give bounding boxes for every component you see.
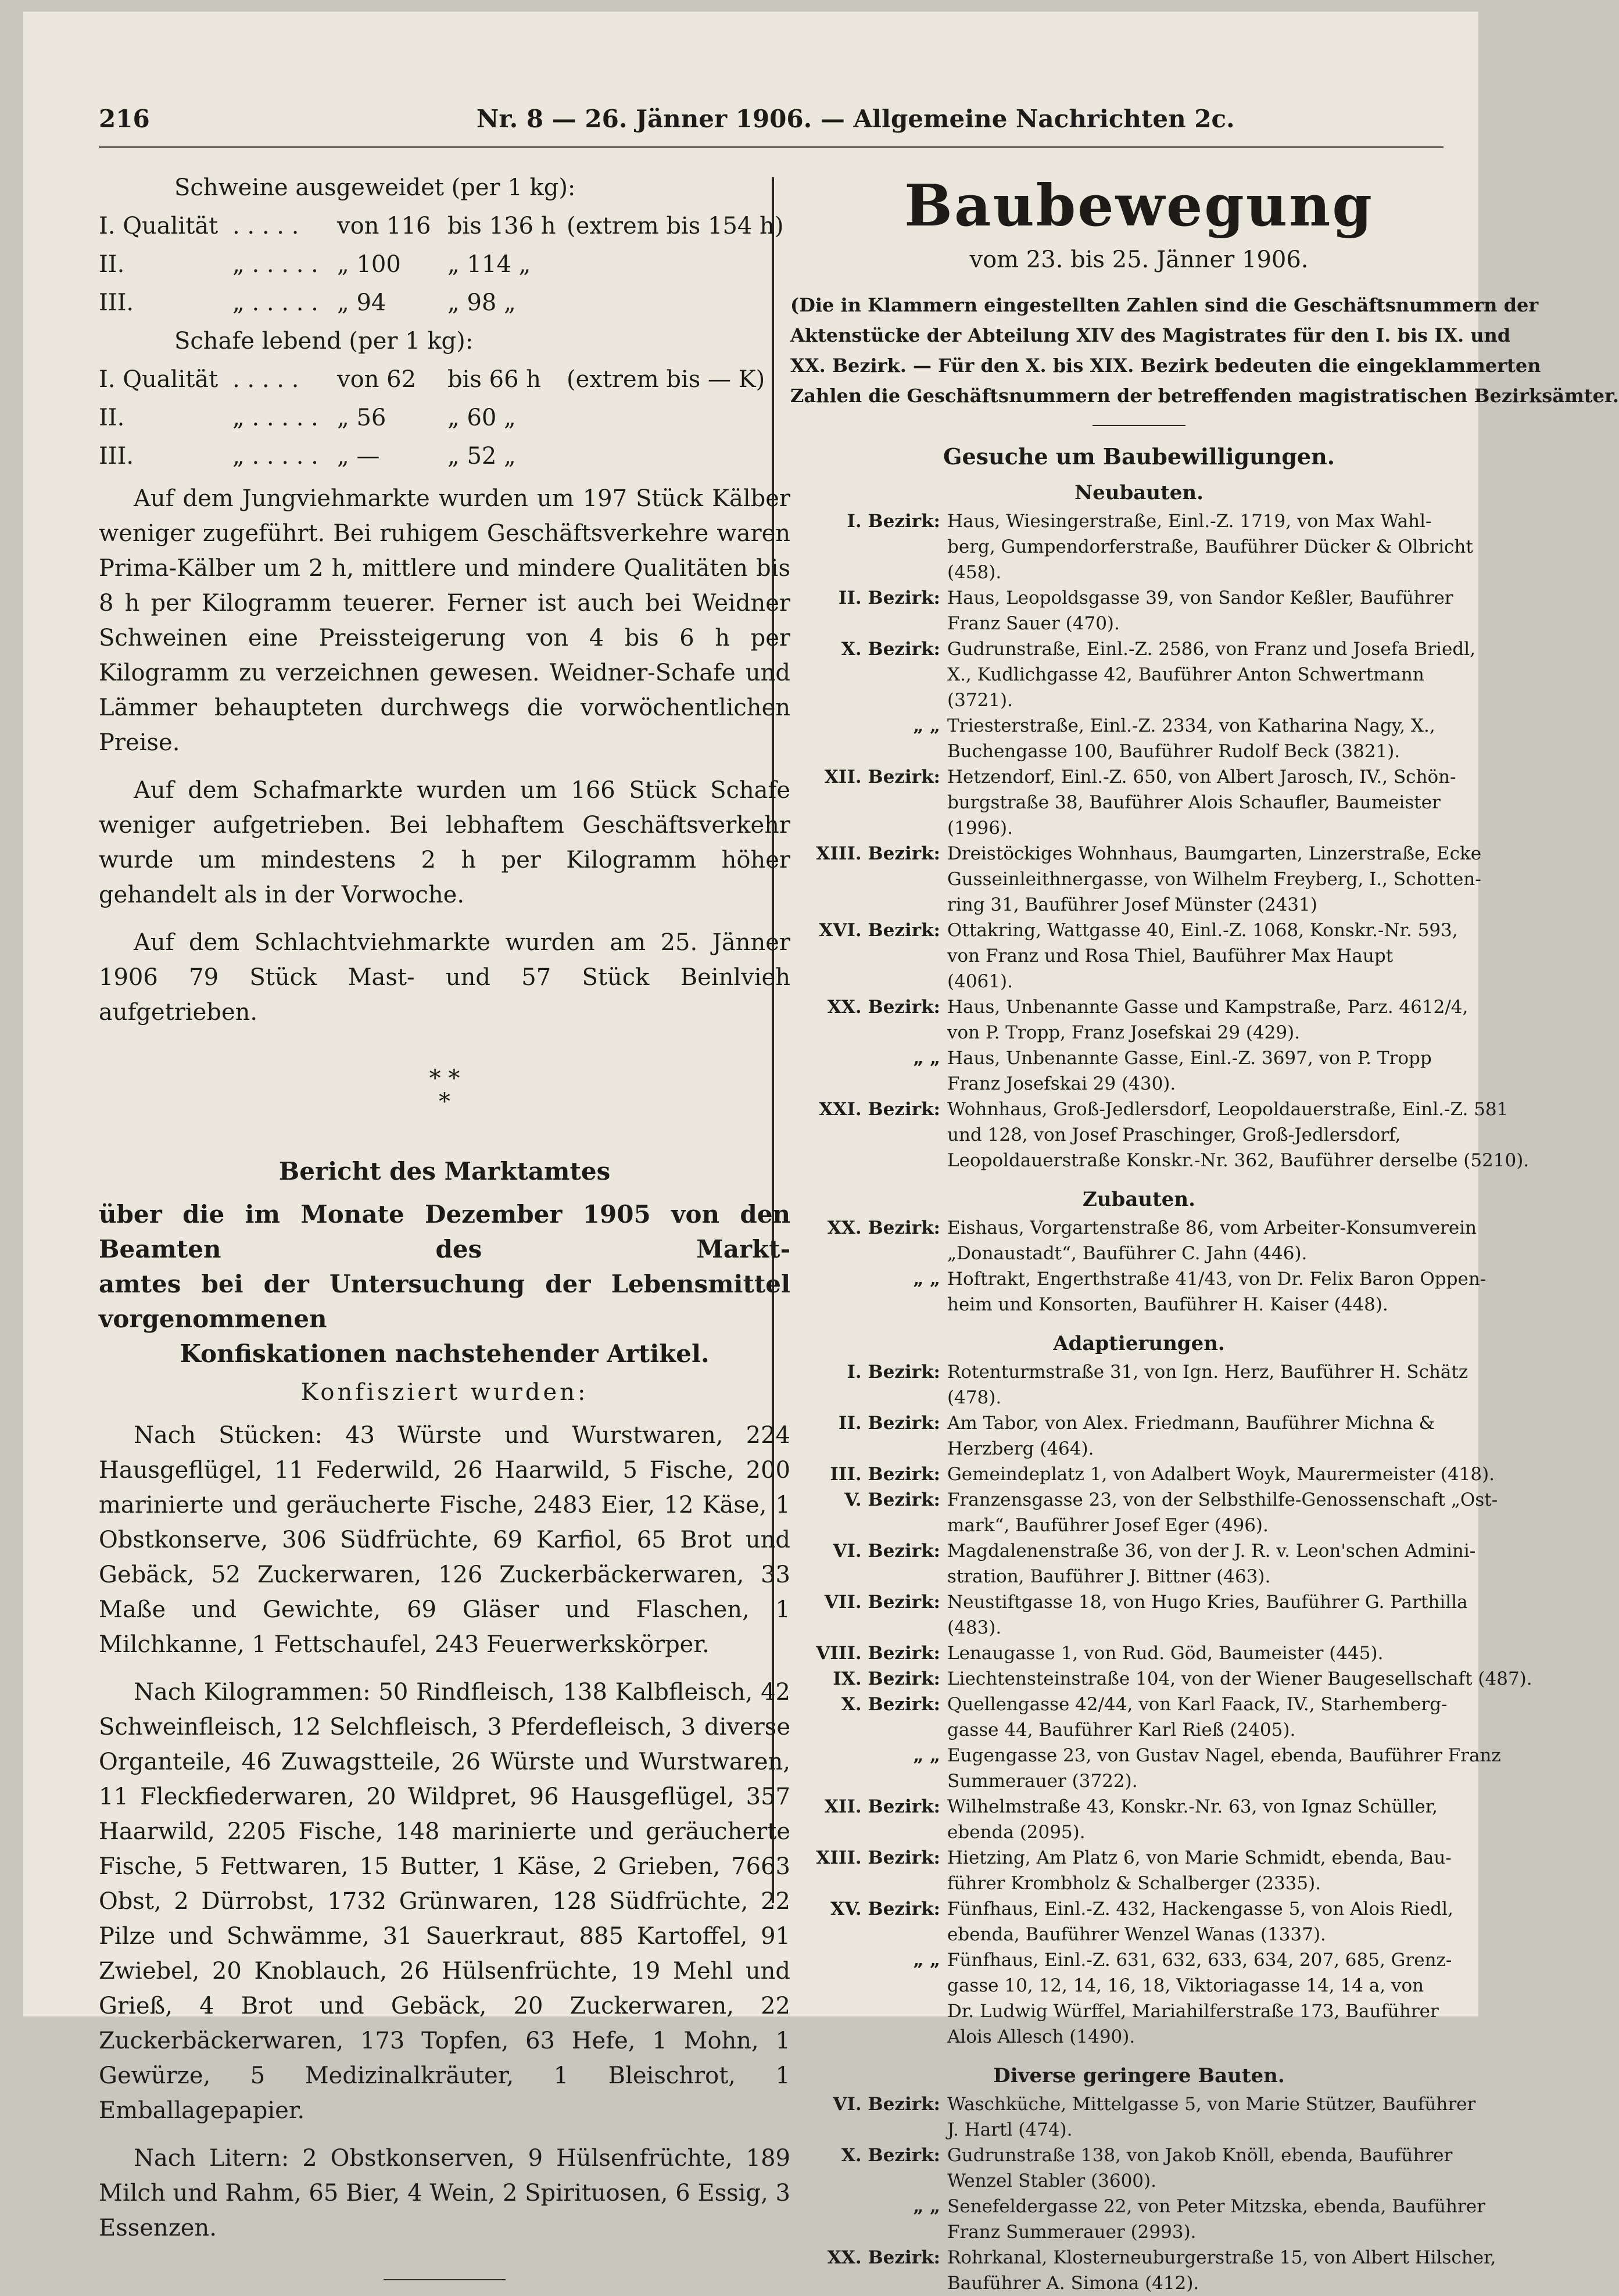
- confiscated-by-kilograms: Nach Kilogrammen: 50 Rindfleisch, 138 Kalbfleisch, 42 Schweinfleisch, 12 Selchfleisch, 3 Pferdefleisch, 3 diverse Organteile, 46 Zuwagstteile, 26 Würste und Wurstwaren, 11 Fleckfiederwaren, 20 Wildpret, 96 Hausgeflügel, 357 Haarwild, 2205 Fische, 148 marinierte und geräucherte Fische, 5 Fettwaren, 15 Butter, 1 Käse, 2 Grieben, 7663 Obst, 2 Dürrobst, 1732 Grünwaren, 128 Südfrüchte, 22 Pilze und Schwämme, 31 Sauerkraut, 885 Kartoffel, 91 Zwiebel, 20 Knoblauch, 26 Hülsenfrüchte, 19 Mehl und Grieß, 4 Brot und Gebäck, 20 Zuckerwaren, 22 Zuckerbäckerwaren, 173 Topfen, 63 Hefe, 1 Mohn, 1 Gewürze, 5 Medizinalkräuter, 1 Bleischrot, 1 Emballagepapier.: [99, 1679, 790, 2124]
- permit-entry: [790, 1845, 1488, 1896]
- permit-line: Hoftrakt, Engerthstraße 41/43, von Dr. Felix Baron Oppen-: [947, 1269, 1487, 1290]
- baubewegung-dates: vom 23. bis 25. Jänner 1906.: [969, 246, 1309, 273]
- permit-line: ebenda (2095).: [947, 1822, 1086, 1843]
- permit-line: J. Hartl (474).: [947, 2119, 1073, 2140]
- permit-line: ebenda, Bauführer Wenzel Wanas (1337).: [947, 1924, 1326, 1945]
- leader-dots: „ . . . . .: [232, 251, 318, 278]
- permit-text: [947, 508, 1488, 585]
- note-line: XX. Bezirk. — Für den X. bis XIX. Bezirk bedeuten die eingeklammerten: [790, 354, 1541, 377]
- permit-text: [947, 2245, 1496, 2296]
- permit-line: Gudrunstraße 138, von Jakob Knöll, ebenda, Bauführer: [947, 2145, 1453, 2166]
- permit-text: [947, 713, 1488, 764]
- permit-text: [947, 1215, 1488, 1266]
- permit-text: [947, 918, 1488, 994]
- header-rule: [99, 146, 1444, 148]
- permit-line: Franz Summerauer (2993).: [947, 2222, 1197, 2243]
- permit-line: Lenaugasse 1, von Rud. Göd, Baumeister (445).: [947, 1643, 1384, 1664]
- price-row: [99, 399, 790, 437]
- permit-line: Senefeldergasse 22, von Peter Mitzska, ebenda, Bauführer: [947, 2196, 1485, 2217]
- price-to: bis 136 h: [447, 213, 556, 239]
- permit-line: Gusseinleithnergasse, von Wilhelm Freyberg, I., Schotten-: [947, 869, 1481, 890]
- permit-line: Wilhelmstraße 43, Konskr.-Nr. 63, von Ignaz Schüller,: [947, 1796, 1438, 1817]
- grade-label: I. Qualität: [99, 213, 219, 239]
- page-number: 216: [99, 105, 150, 133]
- district-label: IX. Bezirk:: [833, 1668, 940, 1689]
- pigs-price-table: [99, 207, 790, 322]
- permit-line: Eishaus, Vorgartenstraße 86, vom Arbeiter-Konsumverein: [947, 1217, 1477, 1238]
- district-label: X. Bezirk:: [841, 1694, 940, 1715]
- permit-entry: [790, 1794, 1488, 1845]
- district-label: VI. Bezirk:: [833, 1541, 940, 1561]
- permit-text: [947, 764, 1488, 841]
- permit-line: Alois Allesch (1490).: [947, 2026, 1136, 2047]
- permit-line: (458).: [947, 562, 1002, 583]
- pigs-heading: Schweine ausgeweidet (per 1 kg):: [174, 174, 576, 201]
- permit-line: Buchengasse 100, Bauführer Rudolf Beck (3821).: [947, 741, 1400, 762]
- permit-line: Am Tabor, von Alex. Friedmann, Bauführer Michna &: [947, 1413, 1435, 1434]
- permit-line: führer Krombholz & Schalberger (2335).: [947, 1873, 1321, 1894]
- district-label: „ „: [913, 2196, 940, 2217]
- permit-line: mark“, Bauführer Josef Eger (496).: [947, 1515, 1269, 1536]
- permit-line: Summerauer (3722).: [947, 1771, 1138, 1792]
- leader-dots: „ . . . . .: [232, 289, 318, 316]
- permit-text: [947, 1896, 1488, 1947]
- permit-line: (3721).: [947, 690, 1013, 711]
- permit-text: [947, 994, 1488, 1045]
- report-subtitle-2: amtes bei der Untersuchung der Lebensmittel vorgenommenen: [99, 1270, 790, 1333]
- sheep-price-table: [99, 360, 790, 475]
- permit-line: burgstraße 38, Bauführer Alois Schaufler, Baumeister: [947, 792, 1441, 813]
- price-to: bis 66 h: [447, 366, 542, 393]
- permit-text: [947, 1487, 1498, 1538]
- end-rule: [384, 2279, 506, 2280]
- permit-text: [947, 1266, 1488, 1317]
- price-extreme: [567, 399, 790, 437]
- permit-line: von Franz und Rosa Thiel, Bauführer Max Haupt: [947, 945, 1394, 966]
- permit-text: [947, 2143, 1488, 2194]
- district-label: XV. Bezirk:: [830, 1899, 940, 1919]
- price-extreme: [567, 437, 790, 475]
- confiscated-heading: Konfisziert wurden:: [300, 1379, 589, 1406]
- permit-entry: [790, 994, 1488, 1045]
- permit-text: [947, 1743, 1501, 1794]
- district-label: XXI. Bezirk:: [819, 1099, 940, 1120]
- leader-dots: „ . . . . .: [232, 443, 318, 470]
- permit-line: Leopoldauerstraße Konskr.-Nr. 362, Bauführer derselbe (5210).: [947, 1150, 1530, 1171]
- grade-label: III.: [99, 289, 134, 316]
- right-column: [790, 171, 1619, 2296]
- price-row: [99, 245, 790, 284]
- permit-text: [947, 1410, 1488, 1462]
- district-label: II. Bezirk:: [838, 588, 940, 608]
- permit-line: Gudrunstraße, Einl.-Z. 2586, von Franz und Josefa Briedl,: [947, 639, 1476, 660]
- permit-line: (4061).: [947, 971, 1013, 992]
- district-label: X. Bezirk:: [841, 2145, 940, 2166]
- grade-label: II.: [99, 251, 125, 278]
- permit-text: [947, 1359, 1488, 1410]
- permit-line: Haus, Unbenannte Gasse und Kampstraße, Parz. 4612/4,: [947, 997, 1468, 1018]
- permit-text: [947, 1794, 1488, 1845]
- permit-line: X., Kudlichgasse 42, Bauführer Anton Schwertmann: [947, 664, 1424, 685]
- permit-line: Waschküche, Mittelgasse 5, von Marie Stützer, Bauführer: [947, 2094, 1476, 2115]
- permit-line: Franz Sauer (470).: [947, 613, 1120, 634]
- district-label: XIII. Bezirk:: [816, 843, 940, 864]
- permit-line: Ottakring, Wattgasse 40, Einl.-Z. 1068, Konskr.-Nr. 593,: [947, 920, 1458, 941]
- permit-entry: [790, 1215, 1488, 1266]
- permit-entry: [790, 1359, 1488, 1410]
- district-label: I. Bezirk:: [847, 1362, 940, 1382]
- left-column: [99, 169, 790, 2280]
- permit-entry: [790, 2194, 1488, 2245]
- permit-line: Fünfhaus, Einl.-Z. 631, 632, 633, 634, 207, 685, Grenz-: [947, 1950, 1452, 1971]
- permit-line: ring 31, Bauführer Josef Münster (2431): [947, 894, 1317, 915]
- price-extreme: [567, 284, 790, 322]
- price-from: „ 94: [337, 289, 386, 316]
- district-label: XX. Bezirk:: [827, 1217, 940, 1238]
- newspaper-page: [23, 12, 1619, 2294]
- permit-line: Wenzel Stabler (3600).: [947, 2170, 1156, 2191]
- permit-line: Rohrkanal, Klosterneuburgerstraße 15, von Albert Hilscher,: [947, 2247, 1496, 2268]
- permit-line: Liechtensteinstraße 104, von der Wiener Baugesellschaft (487).: [947, 1668, 1532, 1689]
- permit-line: Dr. Ludwig Würffel, Mariahilferstraße 173, Bauführer: [947, 2001, 1439, 2022]
- note-line: Aktenstücke der Abteilung XIV des Magistrates für den I. bis IX. und: [790, 324, 1511, 346]
- group-title: Zubauten.: [1083, 1188, 1195, 1211]
- confiscated-by-liters: Nach Litern: 2 Obstkonserven, 9 Hülsenfrüchte, 189 Milch und Rahm, 65 Bier, 4 Wein, 2 Spirituosen, 6 Essig, 3 Essenzen.: [99, 2145, 790, 2241]
- permit-entry: [790, 1410, 1488, 1462]
- district-label: „ „: [913, 1048, 940, 1069]
- district-label: III. Bezirk:: [830, 1464, 940, 1485]
- section-title: Gesuche um Baubewilligungen.: [943, 443, 1335, 470]
- report-subtitle-1: über die im Monate Dezember 1905 von den Beamten des Markt-: [99, 1200, 790, 1263]
- district-label: XIII. Bezirk:: [816, 1847, 940, 1868]
- permit-line: „Donaustadt“, Bauführer C. Jahn (446).: [947, 1243, 1308, 1264]
- permit-entry: [790, 1640, 1488, 1666]
- permit-line: Franzensgasse 23, von der Selbsthilfe-Genossenschaft „Ost-: [947, 1489, 1498, 1510]
- price-from: „ 56: [337, 404, 386, 431]
- paragraph-sheep-market: Auf dem Schafmarkte wurden um 166 Stück Schafe weniger aufgetrieben. Bei lebhaftem Geschäftsverkehr wurde um mindestens 2 h per Kilogramm höher gehandelt als in der Vorwoche.: [99, 777, 790, 908]
- price-to: „ 114 „: [447, 251, 531, 278]
- price-from: „ —: [337, 443, 380, 470]
- permit-line: Neustiftgasse 18, von Hugo Kries, Bauführer G. Parthilla: [947, 1592, 1468, 1613]
- permit-entry: [790, 1947, 1488, 2050]
- baubewegung-title: Baubewegung: [904, 173, 1374, 239]
- note-line: Zahlen die Geschäftsnummern der betreffenden magistratischen Bezirksämter.: [790, 385, 1619, 407]
- permit-line: Triesterstraße, Einl.-Z. 2334, von Katharina Nagy, X.,: [947, 715, 1435, 736]
- permit-line: Herzberg (464).: [947, 1438, 1094, 1459]
- permit-entry: [790, 1896, 1488, 1947]
- report-subtitle-3: Konfiskationen nachstehender Artikel.: [180, 1339, 710, 1368]
- grade-label: I. Qualität: [99, 366, 219, 393]
- running-title: Nr. 8 — 26. Jänner 1906. — Allgemeine Nachrichten 2c.: [477, 105, 1235, 133]
- district-label: X. Bezirk:: [841, 639, 940, 660]
- price-extreme: [567, 245, 790, 284]
- permit-text: [947, 1947, 1488, 2050]
- price-row: [99, 284, 790, 322]
- price-from: „ 100: [337, 251, 401, 278]
- permit-entry: [790, 1589, 1488, 1640]
- permit-text: [947, 585, 1488, 636]
- permit-entry: [790, 1538, 1488, 1589]
- permit-entry: [790, 841, 1488, 918]
- permit-entry: [790, 1666, 1532, 1692]
- permit-line: Franz Josefskai 29 (430).: [947, 1073, 1176, 1094]
- district-label: „ „: [913, 715, 940, 736]
- permit-text: [947, 1097, 1529, 1173]
- district-label: I. Bezirk:: [847, 511, 940, 532]
- permit-line: (1996).: [947, 818, 1013, 839]
- permit-entry: [790, 585, 1488, 636]
- group-title: Adaptierungen.: [1053, 1332, 1225, 1355]
- permit-line: gasse 10, 12, 14, 16, 18, Viktoriagasse 14, 14 a, von: [947, 1975, 1424, 1996]
- permit-line: Dreistöckiges Wohnhaus, Baumgarten, Linzerstraße, Ecke: [947, 843, 1482, 864]
- district-label: VI. Bezirk:: [833, 2094, 940, 2115]
- district-label: VII. Bezirk:: [824, 1592, 940, 1613]
- price-to: „ 60 „: [447, 404, 516, 431]
- permit-line: Rotenturmstraße 31, von Ign. Herz, Bauführer H. Schätz: [947, 1362, 1468, 1382]
- permit-entry: [790, 636, 1488, 713]
- group-title: Diverse geringere Bauten.: [993, 2064, 1285, 2087]
- section-stars: * * *: [429, 1065, 460, 1115]
- price-row: [99, 207, 790, 245]
- permit-line: und 128, von Josef Praschinger, Groß-Jedlersdorf,: [947, 1124, 1401, 1145]
- permit-text: [947, 636, 1488, 713]
- permit-entry: [790, 1045, 1488, 1097]
- district-label: „ „: [913, 1269, 940, 1290]
- permit-text: [947, 1692, 1488, 1743]
- permit-line: heim und Konsorten, Bauführer H. Kaiser (448).: [947, 1294, 1388, 1315]
- permit-line: Fünfhaus, Einl.-Z. 432, Hackengasse 5, von Alois Riedl,: [947, 1899, 1453, 1919]
- permit-line: Haus, Wiesingerstraße, Einl.-Z. 1719, von Max Wahl-: [947, 511, 1432, 532]
- price-extreme: (extrem bis 154 h): [567, 213, 784, 239]
- district-label: II. Bezirk:: [838, 1413, 940, 1434]
- permit-line: Quellengasse 42/44, von Karl Faack, IV., Starhemberg-: [947, 1694, 1448, 1715]
- leader-dots: „ . . . . .: [232, 404, 318, 431]
- district-label: „ „: [913, 1950, 940, 1971]
- permit-text: [947, 1462, 1495, 1487]
- district-label: V. Bezirk:: [844, 1489, 940, 1510]
- permit-line: Wohnhaus, Groß-Jedlersdorf, Leopoldauerstraße, Einl.-Z. 581: [947, 1099, 1509, 1120]
- permit-line: (483).: [947, 1617, 1002, 1638]
- permit-text: [947, 1589, 1488, 1640]
- permit-entry: [790, 2245, 1496, 2296]
- price-from: von 116: [337, 213, 431, 239]
- permit-text: [947, 841, 1488, 918]
- price-to: „ 98 „: [447, 289, 516, 316]
- permit-text: [947, 1845, 1488, 1896]
- permit-text: [947, 1045, 1488, 1097]
- permit-line: stration, Bauführer J. Bittner (463).: [947, 1566, 1271, 1587]
- explanatory-note: [790, 290, 1619, 411]
- grade-label: III.: [99, 443, 134, 470]
- permit-text: [947, 1538, 1488, 1589]
- permit-entry: [790, 2143, 1488, 2194]
- permit-line: Hetzendorf, Einl.-Z. 650, von Albert Jarosch, IV., Schön-: [947, 766, 1456, 787]
- grade-label: II.: [99, 404, 125, 431]
- permit-line: Bauführer A. Simona (412).: [947, 2273, 1199, 2294]
- permit-text: [947, 2194, 1488, 2245]
- group-title: Neubauten.: [1074, 481, 1203, 504]
- permit-line: gasse 44, Bauführer Karl Rieß (2405).: [947, 1720, 1296, 1740]
- permit-entry: [790, 1692, 1488, 1743]
- sheep-heading: Schafe lebend (per 1 kg):: [174, 328, 474, 354]
- permit-line: Gemeindeplatz 1, von Adalbert Woyk, Maurermeister (418).: [947, 1464, 1495, 1485]
- price-row: [99, 437, 790, 475]
- note-line: (Die in Klammern eingestellten Zahlen sind die Geschäftsnummern der: [790, 294, 1539, 316]
- permit-line: berg, Gumpendorferstraße, Bauführer Dücker & Olbricht: [947, 536, 1473, 557]
- permit-entry: [790, 1266, 1488, 1317]
- permit-groups: [790, 479, 1532, 2296]
- title-rule: [1093, 425, 1185, 426]
- permit-text: [947, 1640, 1488, 1666]
- paragraph-slaughter-market: Auf dem Schlachtviehmarkte wurden am 25. Jänner 1906 79 Stück Mast- und 57 Stück Beinlvieh aufgetrieben.: [99, 929, 790, 1026]
- permit-entry: [790, 764, 1488, 841]
- permit-entry: [790, 2091, 1488, 2143]
- price-row: [99, 360, 790, 399]
- permit-line: Magdalenenstraße 36, von der J. R. v. Leon'schen Admini-: [947, 1541, 1476, 1561]
- permit-line: (478).: [947, 1387, 1002, 1408]
- permit-line: Haus, Unbenannte Gasse, Einl.-Z. 3697, von P. Tropp: [947, 1048, 1432, 1069]
- district-label: VIII. Bezirk:: [816, 1643, 940, 1664]
- district-label: XVI. Bezirk:: [819, 920, 940, 941]
- district-label: XII. Bezirk:: [824, 766, 940, 787]
- permit-entry: [790, 1462, 1495, 1487]
- price-to: „ 52 „: [447, 443, 516, 470]
- district-label: „ „: [913, 1745, 940, 1766]
- permit-line: von P. Tropp, Franz Josefskai 29 (429).: [947, 1022, 1301, 1043]
- permit-entry: [790, 713, 1488, 764]
- price-from: von 62: [337, 366, 417, 393]
- permit-entry: [790, 1743, 1501, 1794]
- district-label: XX. Bezirk:: [827, 997, 940, 1018]
- permit-text: [947, 2091, 1488, 2143]
- leader-dots: . . . . .: [232, 213, 299, 239]
- permit-line: Haus, Leopoldsgasse 39, von Sandor Keßler, Bauführer: [947, 588, 1453, 608]
- district-label: XX. Bezirk:: [827, 2247, 940, 2268]
- district-label: XII. Bezirk:: [824, 1796, 940, 1817]
- permit-line: Eugengasse 23, von Gustav Nagel, ebenda, Bauführer Franz: [947, 1745, 1501, 1766]
- permit-entry: [790, 1097, 1530, 1173]
- leader-dots: . . . . .: [232, 366, 299, 393]
- report-title: Bericht des Marktamtes: [278, 1157, 611, 1185]
- price-extreme: (extrem bis — K): [567, 366, 765, 393]
- paragraph-young-cattle: Auf dem Jungviehmarkte wurden um 197 Stück Kälber weniger zugeführt. Bei ruhigem Geschäftsverkehre waren Prima-Kälber um 2 h, mittlere und mindere Qualitäten bis 8 h per Kilogramm teuerer. Ferner ist auch bei Weidner Schweinen eine Preissteigerung von 4 bis 6 h per Kilogramm zu verzeichnen gewesen. Weidner-Schafe und Lämmer behaupteten durchwegs die vorwöchentlichen Preise.: [99, 485, 790, 756]
- permit-entry: [790, 1487, 1498, 1538]
- permit-entry: [790, 508, 1488, 585]
- confiscated-by-pieces: Nach Stücken: 43 Würste und Wurstwaren, 224 Hausgeflügel, 11 Federwild, 26 Haarwild, 5 Fische, 200 marinierte und geräucherte Fische, 2483 Eier, 12 Käse, 1 Obstkonserve, 306 Südfrüchte, 69 Karfiol, 65 Brot und Gebäck, 52 Zuckerwaren, 126 Zuckerbäckerwaren, 33 Maße und Gewichte, 69 Gläser und Flaschen, 1 Milchkanne, 1 Fettschaufel, 243 Feuerwerkskörper.: [99, 1422, 790, 1658]
- permit-text: [947, 1666, 1532, 1692]
- permit-entry: [790, 918, 1488, 994]
- permit-line: Hietzing, Am Platz 6, von Marie Schmidt, ebenda, Bau-: [947, 1847, 1452, 1868]
